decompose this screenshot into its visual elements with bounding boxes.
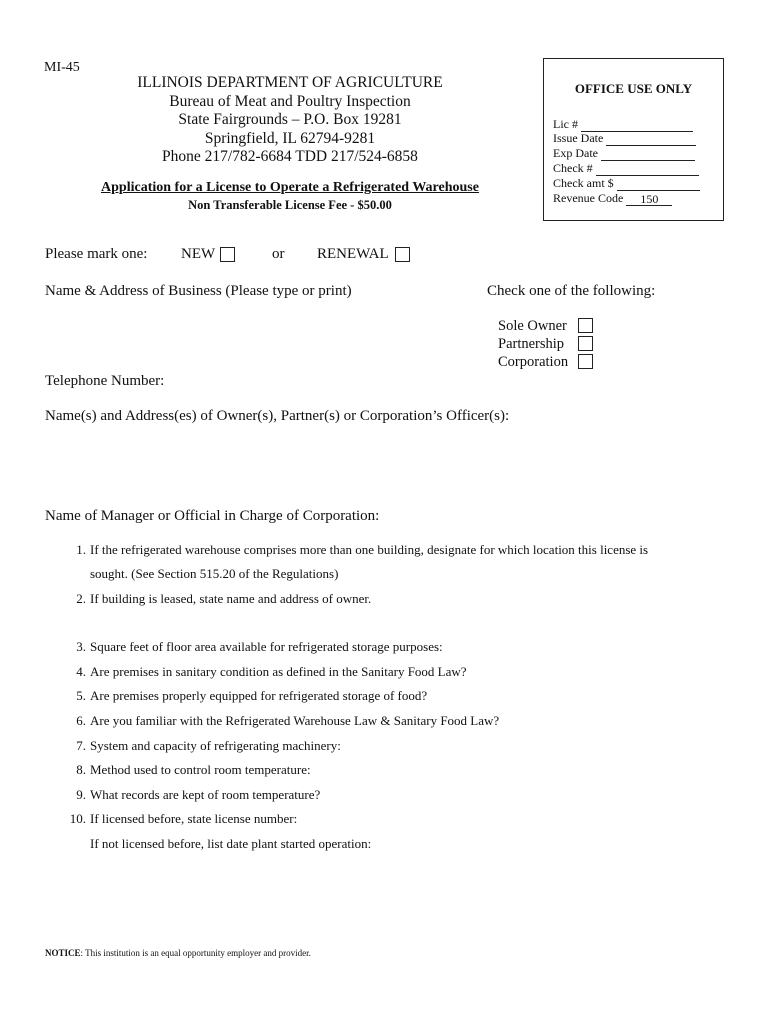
exp-date-row bbox=[553, 146, 695, 161]
question-number: 8. bbox=[76, 762, 86, 777]
office-use-heading: OFFICE USE ONLY bbox=[574, 81, 693, 96]
form-title: Application for a License to Operate a Refrigerated Warehouse bbox=[101, 180, 479, 195]
question-text: System and capacity of refrigerating machinery: bbox=[90, 738, 341, 753]
notice bbox=[45, 948, 311, 958]
partnership-label: Partnership bbox=[498, 336, 565, 352]
revenue-code-row bbox=[553, 191, 672, 206]
form-subtitle: Non Transferable License Fee - $50.00 bbox=[188, 198, 392, 212]
new-checkbox[interactable] bbox=[220, 247, 235, 262]
check-amount-label: Check amt $ bbox=[553, 176, 614, 190]
renewal-label: RENEWAL bbox=[317, 246, 389, 262]
form-id: MI-45 bbox=[44, 60, 80, 75]
question-number: 1. bbox=[76, 542, 86, 557]
agency-name: ILLINOIS DEPARTMENT OF AGRICULTURE bbox=[137, 74, 443, 91]
question-number: 4. bbox=[76, 664, 86, 679]
partnership-checkbox[interactable] bbox=[578, 336, 593, 351]
list-item bbox=[76, 688, 428, 704]
question-text: If licensed before, state license number: bbox=[90, 811, 298, 826]
ownership-heading: Check one of the following: bbox=[487, 283, 656, 299]
question-number: 10. bbox=[69, 811, 86, 826]
notice-text: : This institution is an equal opportunity employer and provider. bbox=[80, 948, 311, 958]
corporation-checkbox[interactable] bbox=[578, 354, 593, 369]
list-item bbox=[90, 566, 338, 582]
question-text: If not licensed before, list date plant started operation: bbox=[90, 836, 372, 851]
sole-owner-label: Sole Owner bbox=[498, 318, 567, 334]
agency-address-line2: Springfield, IL 62794-9281 bbox=[204, 129, 376, 147]
question-text: Square feet of floor area available for refrigerated storage purposes: bbox=[90, 639, 443, 654]
telephone-label: Telephone Number: bbox=[45, 373, 165, 389]
list-item bbox=[76, 664, 467, 680]
list-item bbox=[90, 836, 371, 852]
question-text: Are you familiar with the Refrigerated Warehouse Law & Sanitary Food Law? bbox=[90, 713, 500, 728]
new-label: NEW bbox=[181, 246, 216, 262]
question-number: 2. bbox=[76, 591, 86, 606]
question-text: Are premises properly equipped for refrigerated storage of food? bbox=[90, 688, 428, 703]
question-number: 9. bbox=[76, 787, 86, 802]
list-item bbox=[76, 639, 443, 655]
question-text: If building is leased, state name and address of owner. bbox=[90, 591, 372, 606]
agency-address-line1: State Fairgrounds – P.O. Box 19281 bbox=[178, 111, 402, 128]
question-number: 6. bbox=[76, 713, 86, 728]
revenue-code-value: 150 bbox=[626, 193, 672, 206]
list-item bbox=[69, 811, 298, 827]
office-use-box bbox=[543, 58, 724, 221]
mark-one-label: Please mark one: bbox=[45, 246, 148, 262]
list-item bbox=[76, 591, 372, 607]
question-text: sought. (See Section 515.20 of the Regulations) bbox=[90, 566, 339, 581]
sole-owner-checkbox[interactable] bbox=[578, 318, 593, 333]
list-item bbox=[76, 713, 500, 729]
exp-date-field[interactable] bbox=[601, 149, 695, 161]
lic-number-row bbox=[553, 117, 693, 132]
issue-date-row bbox=[553, 131, 696, 146]
check-amount-row bbox=[553, 176, 700, 191]
manager-label: Name of Manager or Official in Charge of Corporation: bbox=[45, 508, 380, 524]
question-text: Are premises in sanitary condition as defined in the Sanitary Food Law? bbox=[90, 664, 467, 679]
bureau-name: Bureau of Meat and Poultry Inspection bbox=[169, 92, 411, 110]
check-number-row bbox=[553, 161, 699, 176]
exp-date-label: Exp Date bbox=[553, 146, 598, 160]
list-item bbox=[76, 762, 311, 778]
or-label: or bbox=[272, 246, 285, 262]
owners-label: Name(s) and Address(es) of Owner(s), Partner(s) or Corporation’s Officer(s): bbox=[45, 408, 510, 424]
lic-number-label: Lic # bbox=[553, 117, 578, 131]
check-number-label: Check # bbox=[553, 161, 593, 175]
check-amount-field[interactable] bbox=[617, 179, 700, 191]
issue-date-field[interactable] bbox=[606, 134, 696, 146]
question-text: What records are kept of room temperature? bbox=[90, 787, 321, 802]
renewal-checkbox[interactable] bbox=[395, 247, 410, 262]
issue-date-label: Issue Date bbox=[553, 131, 604, 145]
list-item bbox=[76, 738, 341, 754]
list-item bbox=[76, 542, 649, 558]
revenue-code-label: Revenue Code bbox=[553, 191, 624, 205]
question-text: Method used to control room temperature: bbox=[90, 762, 311, 777]
business-name-address-label: Name & Address of Business (Please type or print) bbox=[45, 283, 352, 299]
list-item bbox=[76, 787, 321, 803]
question-number: 3. bbox=[76, 639, 86, 654]
check-number-field[interactable] bbox=[596, 164, 699, 176]
corporation-label: Corporation bbox=[498, 354, 569, 370]
question-number: 7. bbox=[76, 738, 86, 753]
notice-label: NOTICE bbox=[45, 948, 81, 958]
question-text: If the refrigerated warehouse comprises more than one building, designate for which location this license is bbox=[90, 542, 649, 557]
agency-header bbox=[120, 74, 460, 167]
agency-phone: Phone 217/782-6684 TDD 217/524-6858 bbox=[162, 148, 418, 165]
question-number: 5. bbox=[76, 688, 86, 703]
